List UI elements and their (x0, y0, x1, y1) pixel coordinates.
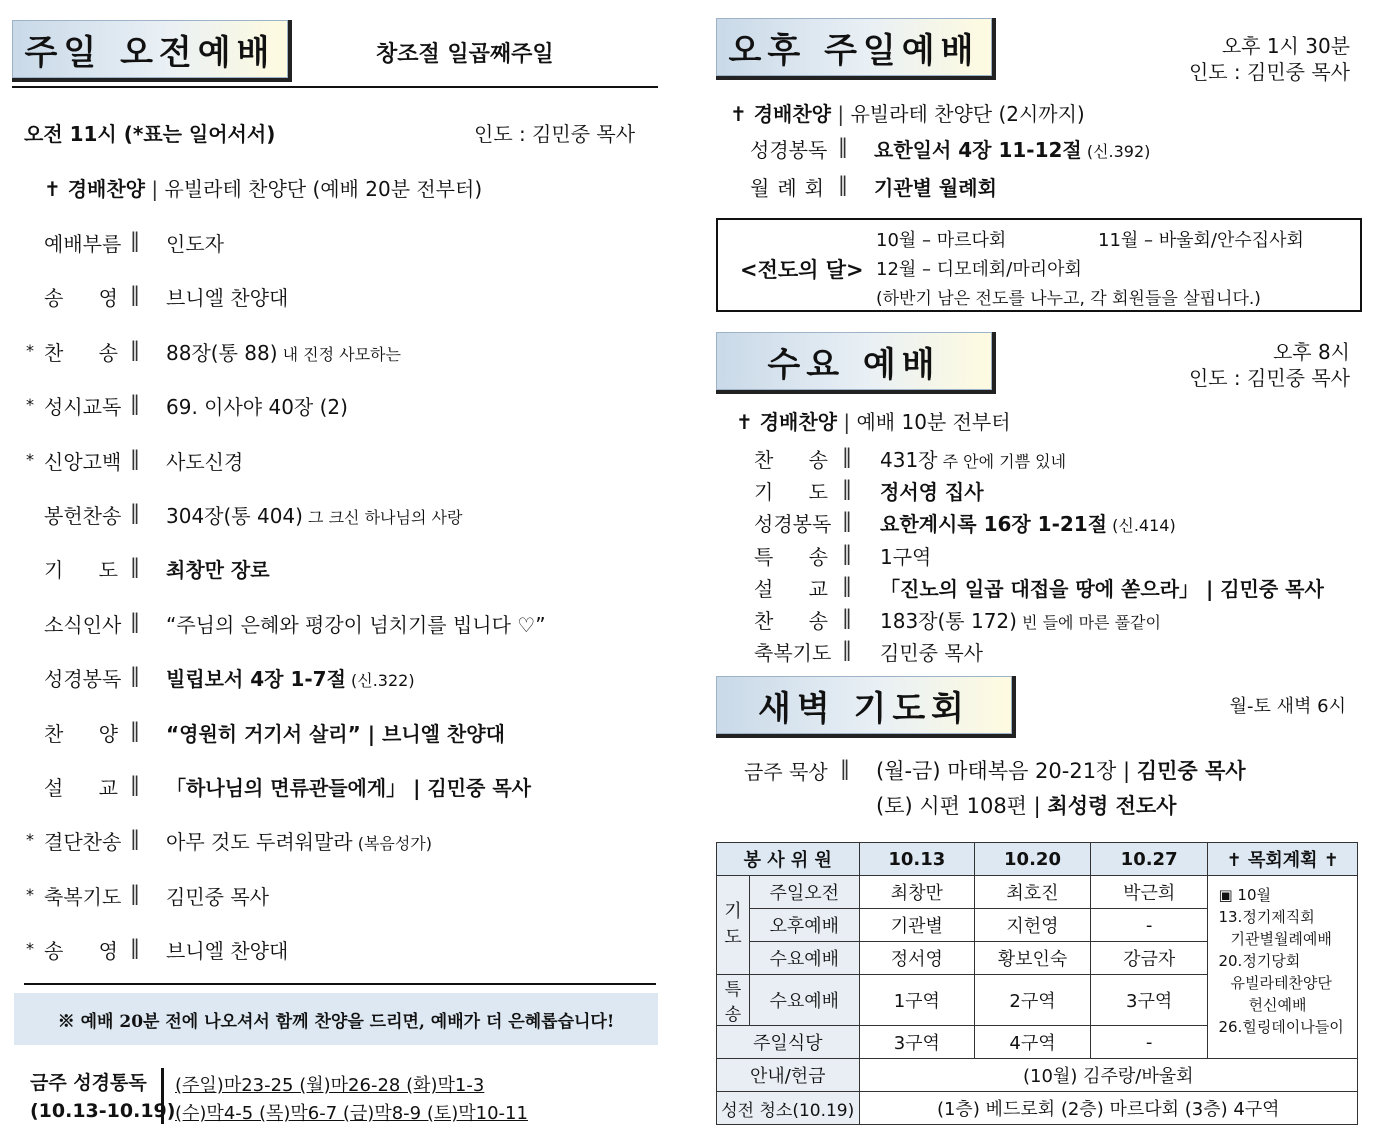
evangelism-box (716, 218, 1362, 312)
order-value-text: 아무 것도 두려워말라 (166, 830, 353, 855)
order-value-text: “주님의 은혜와 평강이 넘치기를 빕니다 ♡” (166, 612, 546, 637)
order-value (166, 718, 505, 747)
order-separator: ‖ (130, 500, 140, 524)
title-underline (12, 86, 658, 88)
duty-special-label: 특송 (717, 975, 750, 1026)
evangelism-line-2: 12월 – 디모데회/마리아회 (876, 259, 1082, 280)
order-separator: ‖ (130, 880, 140, 905)
wednesday-prelude: ✝ 경배찬양 | 예배 10분 전부터 (736, 410, 1011, 434)
afternoon-prelude-label: ✝ 경배찬양 (730, 102, 832, 126)
order-value (166, 609, 546, 638)
order-label: 신앙고백 (44, 449, 122, 474)
order-separator: ‖ (838, 172, 848, 196)
duty-row-label: 주일식당 (717, 1026, 860, 1059)
afternoon-prelude-value: 유빌라테 찬양단 (2시까지) (850, 102, 1085, 126)
order-value (166, 500, 462, 529)
reading-divider (161, 1068, 164, 1124)
order-value (166, 663, 415, 692)
order-value (166, 772, 531, 801)
duty-cell: 4구역 (975, 1026, 1091, 1059)
standing-mark: * (26, 830, 34, 850)
order-label: 예배부름 (44, 232, 122, 256)
plan-line: 기관별월례예배 (1230, 930, 1332, 948)
order-value-note: (신.392) (1081, 142, 1151, 161)
order-label: 송 영 (44, 286, 118, 311)
order-value (880, 573, 1324, 602)
order-value-text: 인도자 (166, 232, 224, 256)
order-label: 소식인사 (44, 612, 122, 637)
order-value-text: 304장(통 404) (166, 504, 303, 528)
duty-header-row (717, 843, 1358, 876)
order-value-text: 기관별 월례회 (874, 176, 997, 200)
duty-header-date-3: 10.27 (1090, 843, 1208, 876)
plan-line: 20.정기당회 (1218, 952, 1301, 970)
duty-row-label: 오후예배 (749, 909, 859, 942)
order-value-text: 요한계시록 16장 1-21절 (880, 512, 1108, 537)
duty-cell: 2구역 (975, 975, 1091, 1026)
order-label: 찬 양 (44, 721, 118, 746)
order-label: 성경봉독 (44, 667, 122, 692)
order-separator: ‖ (130, 608, 140, 633)
order-label: 특 송 (754, 544, 828, 569)
standing-mark: * (26, 340, 34, 360)
order-label: 월 례 회 (750, 176, 824, 200)
duty-table (716, 842, 1358, 1125)
order-value-text: “영원히 거기서 살리” | 브니엘 찬양대 (166, 721, 505, 746)
dawn-line-2-text: (토) 시편 108편 | (876, 794, 1041, 818)
duty-cell: 3구역 (1090, 975, 1208, 1026)
duty-cell: 1구역 (859, 975, 975, 1026)
dawn-label-text: 금주 묵상 (744, 760, 828, 784)
order-value-text: 「진노의 일곱 대접을 땅에 쏟으라」 | 김민중 목사 (880, 576, 1324, 601)
duty-header-plan: ✝ 목회계획 ✝ (1208, 843, 1358, 876)
table-row (717, 1059, 1358, 1092)
plan-line: 유빌라테찬양단 (1230, 974, 1332, 992)
table-row (717, 1092, 1358, 1125)
duty-row-label: 안내/헌금 (717, 1059, 860, 1092)
order-separator: ‖ (130, 935, 140, 960)
order-value (166, 282, 288, 311)
dawn-line-2 (876, 790, 1176, 820)
order-separator: ‖ (130, 772, 140, 796)
dawn-time: 월-토 새벽 6시 (1229, 696, 1346, 717)
order-separator: ‖ (842, 637, 852, 662)
order-value-text: 요한일서 4장 11-12절 (874, 138, 1082, 162)
wednesday-time: 오후 8시 (1272, 340, 1350, 364)
order-label: 찬 송 (754, 448, 828, 472)
prelude-label: ✝ 경배찬양 (44, 177, 146, 201)
standing-mark: * (26, 884, 34, 904)
afternoon-leader: 인도 : 김민중 목사 (1188, 60, 1350, 84)
order-separator: ‖ (130, 228, 140, 252)
dawn-title: 새벽 기도회 (716, 676, 1016, 738)
order-value (166, 337, 401, 366)
duty-cell: 황보인숙 (975, 942, 1091, 975)
order-value (874, 172, 997, 201)
order-value-note: 내 진정 사모하는 (277, 344, 401, 364)
plan-line: 26.힐링데이나들이 (1218, 1018, 1344, 1036)
duty-cell: 지헌영 (975, 909, 1091, 942)
order-separator: ‖ (130, 663, 140, 688)
order-separator: ‖ (842, 444, 852, 468)
evangelism-line-1b: 11월 – 바울회/안수집사회 (1098, 230, 1304, 251)
order-value (880, 476, 984, 505)
duty-row-label: 주일오전 (749, 876, 859, 909)
order-value (880, 637, 983, 666)
order-value-text: 1구역 (880, 544, 932, 569)
order-separator: ‖ (130, 391, 140, 416)
standing-mark: * (26, 939, 34, 959)
plan-line: 13.정기제직회 (1218, 908, 1315, 926)
duty-cell: 기관별 (859, 909, 975, 942)
afternoon-prelude: ✝ 경배찬양 | 유빌라테 찬양단 (2시까지) (730, 102, 1085, 126)
order-value-note: (복음성가) (352, 834, 433, 854)
wednesday-prelude-label: ✝ 경배찬양 (736, 410, 838, 434)
duty-cell: 최호진 (975, 876, 1091, 909)
order-value-text: 정서영 집사 (880, 480, 984, 505)
plan-line: ▣ 10월 (1218, 886, 1271, 904)
afternoon-title: 오후 주일예배 (716, 18, 996, 80)
order-separator: ‖ (842, 476, 852, 501)
order-value-note: 빈 들에 마른 풀같이 (1016, 613, 1161, 632)
dawn-label (744, 756, 828, 785)
order-separator: ‖ (130, 282, 140, 307)
prelude-value: 유빌라테 찬양단 (예배 20분 전부터) (164, 177, 483, 201)
duty-cell: - (1090, 1026, 1208, 1059)
order-label: 기 도 (754, 480, 828, 505)
order-separator: ‖ (842, 508, 852, 533)
duty-cell: 최창만 (859, 876, 975, 909)
duty-prayer-label: 기도 (717, 876, 750, 975)
order-value-text: 「하나님의 면류관들에게」 | 김민중 목사 (166, 776, 531, 800)
order-separator: ‖ (130, 336, 140, 361)
duty-row-label: 수요예배 (749, 942, 859, 975)
order-value-text: 69. 이사야 40장 (2) (166, 395, 348, 420)
order-label: 봉헌찬송 (44, 504, 122, 528)
order-value-text: 사도신경 (166, 449, 244, 474)
order-value (166, 826, 432, 855)
order-separator: ‖ (130, 445, 140, 470)
order-label: 성경봉독 (754, 512, 832, 537)
duty-cell: (1층) 베드로회 (2층) 마르다회 (3층) 4구역 (859, 1092, 1357, 1125)
ministry-plan (1208, 876, 1358, 1059)
order-label: 결단찬송 (44, 830, 122, 855)
morning-subtitle: 창조절 일곱째주일 (376, 42, 554, 67)
duty-cell: 3구역 (859, 1026, 975, 1059)
order-label: 축복기도 (754, 641, 832, 666)
evangelism-line-1a: 10월 – 마르다회 (876, 230, 1007, 251)
order-separator: ‖ (842, 540, 852, 565)
morning-time: 오전 11시 (*표는 일어서서) (24, 122, 276, 146)
order-value-note: (신.414) (1107, 516, 1176, 536)
afternoon-time: 오후 1시 30분 (1221, 34, 1350, 58)
order-value (166, 881, 269, 910)
order-value (880, 541, 931, 570)
order-label: 찬 송 (754, 609, 828, 633)
order-value (874, 134, 1150, 163)
order-value-text: 김민중 목사 (166, 884, 269, 909)
order-separator: ‖ (838, 134, 848, 158)
wednesday-prelude-value: 예배 10분 전부터 (856, 410, 1011, 434)
order-label: 축복기도 (44, 884, 122, 909)
wednesday-title: 수요 예배 (716, 332, 996, 394)
order-value-note: 주 안에 기쁨 있네 (937, 452, 1067, 471)
dawn-line-1-leader: 김민중 목사 (1136, 759, 1246, 783)
order-label: 기 도 (44, 558, 118, 583)
order-value-note: 그 크신 하나님의 사랑 (302, 508, 463, 527)
morning-leader: 인도 : 김민중 목사 (474, 122, 636, 146)
reading-dates: (10.13-10.19) (30, 1100, 176, 1122)
dawn-line-1-text: (월-금) 마태복음 20-21장 | (876, 759, 1131, 783)
duty-cell: (10월) 김주랑/바울회 (859, 1059, 1357, 1092)
standing-mark: * (26, 395, 34, 415)
evangelism-line-3: (하반기 남은 전도를 나누고, 각 회원들을 살핍니다.) (876, 289, 1261, 309)
dawn-line-2-leader: 최성령 전도사 (1047, 794, 1177, 818)
order-value (166, 391, 348, 420)
order-value-text: 최창만 장로 (166, 558, 270, 583)
order-value-text: 431장 (880, 448, 938, 472)
order-value-text: 183장(통 172) (880, 609, 1017, 633)
order-value (166, 554, 270, 583)
evangelism-label: <전도의 달> (740, 258, 864, 282)
order-value (880, 508, 1176, 537)
duty-cell: 박근희 (1090, 876, 1208, 909)
duty-header-date-1: 10.13 (859, 843, 975, 876)
wednesday-leader: 인도 : 김민중 목사 (1188, 366, 1350, 390)
duty-cell: 강금자 (1090, 942, 1208, 975)
dawn-line-1 (876, 755, 1246, 785)
order-value-text: 김민중 목사 (880, 641, 983, 666)
order-separator: ‖ (842, 605, 852, 629)
order-label: 성시교독 (44, 395, 122, 420)
order-value-text: 빌립보서 4장 1-7절 (166, 667, 346, 692)
reading-line-2: (수)막4-5 (목)막6-7 (금)막8-9 (토)막10-11 (175, 1103, 528, 1124)
reading-label: 금주 성경통독 (30, 1072, 147, 1094)
order-value (166, 935, 288, 964)
order-value (880, 605, 1161, 634)
order-label: 설 교 (754, 576, 828, 601)
duty-header-date-2: 10.20 (975, 843, 1091, 876)
order-value (880, 444, 1066, 473)
order-label: 송 영 (44, 939, 118, 964)
order-label: 설 교 (44, 776, 118, 800)
order-label: 찬 송 (44, 340, 118, 365)
plan-line: 헌신예배 (1248, 996, 1307, 1014)
duty-row-label: 성전 청소(10.19) (717, 1092, 860, 1125)
order-separator: ‖ (130, 826, 140, 851)
order-value (166, 228, 224, 257)
duty-cell: 정서영 (859, 942, 975, 975)
order-value-text: 브니엘 찬양대 (166, 286, 289, 311)
dawn-sep: ‖ (840, 756, 850, 780)
table-row (717, 876, 1358, 909)
duty-cell: - (1090, 909, 1208, 942)
morning-prelude: ✝ 경배찬양 | 유빌라테 찬양단 (예배 20분 전부터) (44, 177, 483, 201)
order-value-text: 88장(통 88) (166, 340, 278, 365)
standing-mark: * (26, 449, 34, 469)
order-separator: ‖ (842, 572, 852, 597)
worship-notice: ※ 예배 20분 전에 나오셔서 함께 찬양을 드리면, 예배가 더 은혜롭습니다! (14, 993, 658, 1045)
duty-row-label: 수요예배 (749, 975, 859, 1026)
morning-title: 주일 오전예배 (12, 20, 292, 82)
order-value-text: 브니엘 찬양대 (166, 939, 289, 964)
section-divider (24, 983, 656, 985)
order-separator: ‖ (130, 554, 140, 579)
order-separator: ‖ (130, 717, 140, 742)
order-label: 성경봉독 (750, 138, 828, 162)
order-value (166, 446, 243, 475)
duty-header-role: 봉 사 위 원 (717, 843, 860, 876)
reading-line-1: (주일)마23-25 (월)마26-28 (화)막1-3 (175, 1075, 485, 1096)
order-value-note: (신.322) (345, 671, 415, 691)
